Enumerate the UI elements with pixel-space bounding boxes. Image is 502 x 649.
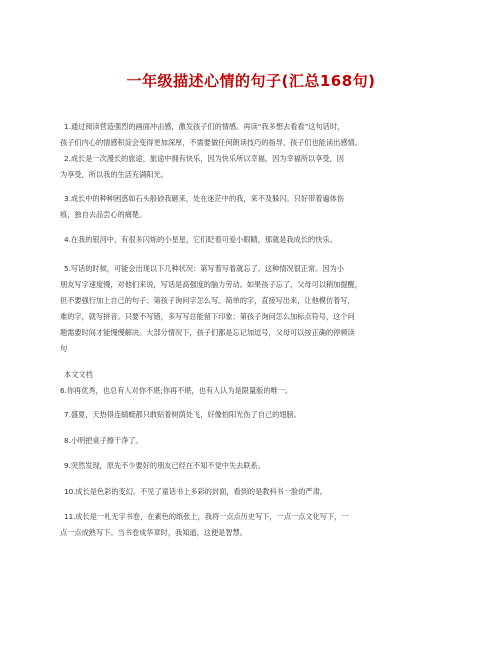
paragraph-line: 为享受，所以我的生活充满阳光。 [60, 170, 168, 179]
paragraph-10 [60, 484, 327, 500]
document-title: 一年级描述心情的句子(汇总168句) [126, 72, 376, 90]
paragraph-1 [60, 119, 362, 151]
note-line: 本文文档 [64, 370, 93, 379]
paragraph-line: 10.成长是色彩的变幻。不见了童话书上多彩的封面，看到的是教科书一脸的严肃。 [64, 487, 327, 496]
paragraph-line: 4.在我的银河中，有很多闪烁的小星星，它们眨着可爱小眼睛，那就是我成长的快乐。 [64, 235, 337, 244]
paragraph-8 [60, 433, 143, 449]
paragraph-11 [60, 509, 349, 541]
paragraph-line: 1.通过阅读营造强烈的画面冲击感，激发孩子们的情感。再读“我多想去看看”这句话时， [64, 122, 345, 131]
paragraph-7 [60, 407, 301, 423]
paragraph-line: 5.写话的时候，可能会出现以下几种状况：第写着写着就忘了，这种情况很正常。因为小 [64, 264, 344, 273]
paragraph-line: 点一点成熟写下。当书卷成华章时，我知道，这便是智慧。 [60, 528, 247, 537]
paragraph-line: 朋友写字速度慢，对他们来说，写话是高强度的脑力劳动。如果孩子忘了，父母可以稍加提醒， [60, 280, 362, 289]
paragraph-line: 9.突然发现，原先不少要好的朋友已经在不知不觉中失去联系。 [64, 461, 265, 470]
paragraph-line: 7.盛夏，天热得连蜻蜓都只敢贴着树荫处飞，好像怕阳光伤了自己的翅膀。 [64, 410, 301, 419]
paragraph-line: 2.成长是一次漫长的旅途，旅途中拥有快乐，因为快乐所以幸福，因为幸福所以享受，因 [64, 154, 344, 163]
paragraph-line: 但不要强行加上自己的句子；第孩子询问字怎么写。简单的字，直接写出来，让他模仿着写， [60, 296, 355, 305]
paragraph-3 [60, 191, 344, 223]
paragraph-line: 6.你再优秀，也总有人对你不堪;你再不堪，也有人认为是限量版的唯一。 [60, 386, 293, 395]
paragraph-line: 题需要时间才能慢慢解决。大部分情况下，孩子们都是忘记加逗号，父母可以按正确的停顿读 [60, 328, 355, 337]
paragraph-line: 孩子们内心的情感积淀会变得更加深厚，不需要做任何朗读技巧的指导，孩子们也能读出感情。 [60, 138, 362, 147]
paragraph-2 [60, 151, 344, 183]
document-note [64, 367, 93, 383]
paragraph-line: 8.小明把桌子擦干净了。 [64, 436, 143, 445]
paragraph-6 [60, 383, 292, 399]
paragraph-4 [60, 232, 337, 248]
paragraph-line: 句 [60, 344, 68, 353]
paragraph-9 [60, 458, 265, 474]
paragraph-5 [60, 261, 362, 357]
paragraph-line: 11.成长是一札无字书卷，在素色的纸张上，我将一点点历史写下，一点一点文化写下，一 [64, 512, 349, 521]
paragraph-line: 难的字，就写拼音。只要不写错，多写写总能留下印象；第孩子询问怎么加标点符号，这个问 [60, 312, 355, 321]
paragraph-line: 痕，独自去品尝心的痛楚。 [60, 210, 147, 219]
paragraph-line: 3.成长中的种种困惑如石头般砂我砸来，处在迷茫中的我，来不及躲闪。只好带着遍体伤 [64, 194, 344, 203]
